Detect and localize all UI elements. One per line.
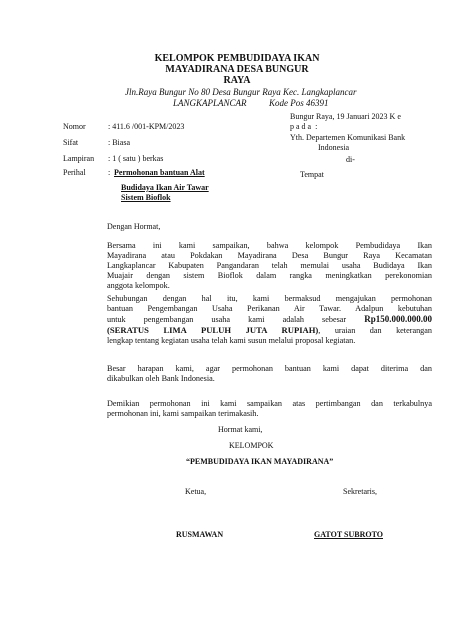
paragraph-line: permohonan ini, kami sampaikan terimakasih. bbox=[107, 409, 259, 418]
meta-label-perihal: Perihal bbox=[63, 168, 86, 177]
recipient-place: Tempat bbox=[300, 170, 324, 179]
letterhead-address-2: LANGKAPLANCAR Kode Pos 46391 bbox=[173, 98, 329, 108]
subject-line-1: Permohonan bantuan Alat bbox=[114, 168, 205, 177]
funding-amount-words: (SERATUS LIMA PULUH JUTA RUPIAH) bbox=[107, 325, 319, 335]
paragraph-line: Besar harapan kami, agar permohonan bantuan kami dapat diterima dan bbox=[107, 364, 432, 373]
recipient-line-1: Yth. Departemen Komunikasi Bank bbox=[290, 133, 406, 142]
letterhead-line-3: RAYA bbox=[223, 75, 251, 86]
greeting: Dengan Hormat, bbox=[107, 222, 161, 231]
paragraph-line: Mayadirana atau Pokdakan Mayadirana Desa Bungur Raya Kecamatan bbox=[107, 251, 432, 260]
meta-value-lampiran: : 1 ( satu ) berkas bbox=[108, 154, 164, 163]
meta-value-nomor: : 411.6 /001-KPM/2023 bbox=[108, 122, 185, 131]
paragraph-closing bbox=[107, 399, 432, 419]
ketua-name: RUSMAWAN bbox=[176, 530, 224, 539]
closing-regards: Hormat kami, bbox=[218, 425, 263, 434]
paragraph-intro bbox=[107, 241, 432, 291]
recipient-di: di- bbox=[346, 155, 355, 164]
letter-date: Bungur Raya, 19 Januari 2023 K e bbox=[290, 112, 401, 121]
paragraph-line: anggota kelompok. bbox=[107, 281, 170, 290]
paragraph-line: Muajair dengan sistem Bioflok dalam rangka meningkatkan perekonomian bbox=[107, 271, 432, 280]
paragraph-text: , uraian dan keterangan bbox=[318, 326, 432, 335]
paragraph-line bbox=[107, 325, 432, 336]
kepada-label: p a d a : bbox=[290, 122, 318, 131]
paragraph-line: lengkap tentang kegiatan usaha telah kami susun melalui proposal kegiatan. bbox=[107, 336, 356, 345]
paragraph-line: dikabulkan oleh Bank Indonesia. bbox=[107, 374, 215, 383]
letterhead-address-1: Jln.Raya Bungur No 80 Desa Bungur Raya Kec. Langkaplancar bbox=[125, 87, 357, 97]
funding-amount: Rp150.000.000.00 bbox=[364, 314, 432, 324]
meta-label-nomor: Nomor bbox=[63, 122, 86, 131]
paragraph-line: Langkaplancar Kabupaten Pangandaran telah memulai usaha Budidaya Ikan bbox=[107, 261, 432, 270]
recipient-line-2: Indonesia bbox=[318, 143, 350, 152]
paragraph-line: Demikian permohonan ini kami sampaikan atas pertimbangan dan terkabulnya bbox=[107, 399, 432, 408]
meta-perihal-colon: : bbox=[108, 168, 111, 177]
paragraph-hope bbox=[107, 364, 432, 384]
paragraph-line bbox=[107, 314, 432, 325]
meta-label-sifat: Sifat bbox=[63, 138, 79, 147]
meta-label-lampiran: Lampiran bbox=[63, 154, 95, 163]
meta-value-sifat: : Biasa bbox=[108, 138, 130, 147]
ketua-label: Ketua, bbox=[185, 487, 207, 496]
paragraph-line: Sehubungan dengan hal itu, kami bermaksud mengajukan permohonan bbox=[107, 294, 432, 303]
closing-group: KELOMPOK bbox=[229, 441, 274, 450]
paragraph-line: bantuan Pengembangan Usaha Perikanan Air Tawar. Adalpun kebutuhan bbox=[107, 304, 432, 313]
closing-group-name: “PEMBUDIDAYA IKAN MAYADIRANA” bbox=[186, 457, 334, 466]
paragraph-line: Bersama ini kami sampaikan, bahwa kelompok Pembudidaya Ikan bbox=[107, 241, 432, 250]
letterhead-line-1: KELOMPOK PEMBUDIDAYA IKAN bbox=[154, 53, 320, 64]
sekretaris-name: GATOT SUBROTO bbox=[314, 530, 383, 539]
letterhead-line-2: MAYADIRANA DESA BUNGUR bbox=[165, 64, 309, 75]
subject-line-3: Sistem Bioflok bbox=[121, 193, 171, 202]
sekretaris-label: Sekretaris, bbox=[343, 487, 377, 496]
paragraph-request bbox=[107, 294, 432, 346]
paragraph-text: untuk pengembangan usaha kami adalah sebesar bbox=[107, 315, 365, 324]
subject-line-2: Budidaya Ikan Air Tawar bbox=[121, 183, 209, 192]
